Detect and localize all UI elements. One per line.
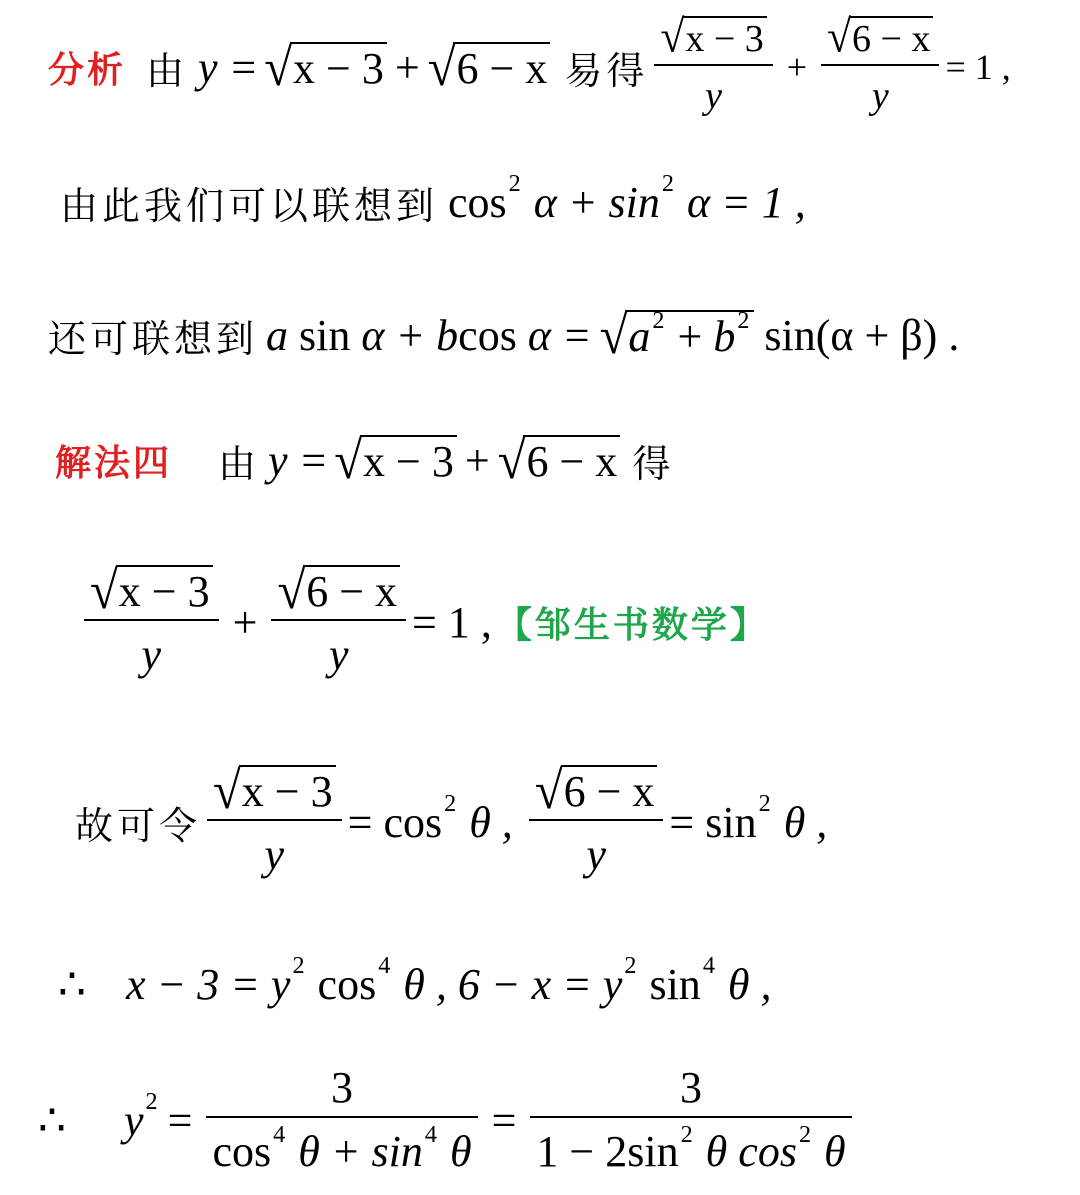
fraction-6: √ 6 − x y bbox=[529, 765, 664, 880]
formula-cos-sin: $\cos^2 \alpha + \sin^2 \alpha = 1$ , bbox=[448, 170, 806, 227]
line-6 bbox=[75, 752, 827, 892]
plus-sign-4: + bbox=[232, 597, 258, 647]
text-you-2: 由 bbox=[218, 441, 261, 486]
equals-1: = bbox=[167, 1095, 193, 1145]
sqrt-x-3-b: √ x − 3 bbox=[334, 435, 457, 486]
text-you: 由 bbox=[146, 48, 189, 93]
formula-y-eq bbox=[198, 42, 258, 93]
fraction-2: √ 6 − x y bbox=[821, 16, 939, 118]
plus-sign: + bbox=[394, 42, 420, 92]
plus-sign-2: + bbox=[786, 47, 808, 87]
fraction-8: $\frac{3}{1 - 2\sin^2 \theta \cos^2 \theta}$ bbox=[530, 1064, 851, 1177]
line-5 bbox=[78, 552, 769, 692]
analysis-label: 分析 bbox=[48, 49, 127, 91]
equals-2: = bbox=[491, 1095, 517, 1145]
text-gukeling: 故可令 bbox=[75, 803, 202, 848]
fraction-4: √ 6 − x y bbox=[271, 565, 406, 680]
formula-line7: $x - 3 = y^2$ $\cos^4 \theta$ , $6 - x = y^2$ $\sin^4 \theta$ , bbox=[126, 952, 772, 1009]
formula-sin-alpha-beta: sin(α + β) . bbox=[764, 310, 960, 360]
eq-sin2: = $\sin^2 \theta$ , bbox=[669, 790, 828, 847]
eq-one-2: = 1 , bbox=[412, 597, 492, 647]
plus-sign-3: + bbox=[464, 435, 490, 485]
fraction-1: √ x − 3 y bbox=[654, 16, 772, 118]
text-hai: 还可联想到 bbox=[48, 316, 259, 361]
method4-label: 解法四 bbox=[55, 442, 173, 484]
brand-tag: 【邹生书数学】 bbox=[495, 604, 769, 646]
eq-one: = 1 , bbox=[945, 47, 1011, 87]
text-yide: 易得 bbox=[564, 48, 649, 93]
line-2 bbox=[60, 172, 806, 232]
sqrt-6-x: √ 6 − x bbox=[428, 42, 551, 93]
sqrt-6-x-b: √ 6 − x bbox=[498, 435, 621, 486]
therefore-symbol-2: ∴ bbox=[38, 1095, 66, 1145]
line-3 bbox=[48, 300, 959, 370]
y-squared: $y^2$ bbox=[124, 1088, 158, 1145]
sqrt-a2-b2: √ $a^2 + b^2$ bbox=[600, 310, 755, 361]
text-de: 得 bbox=[632, 441, 675, 486]
formula-asin: a sin α + bcos α = bbox=[266, 310, 592, 360]
line-8 bbox=[38, 1055, 858, 1185]
analysis-line bbox=[48, 11, 1011, 118]
method4-line bbox=[55, 428, 674, 492]
line-7 bbox=[58, 952, 772, 1016]
fraction-3: √ x − 3 y bbox=[84, 565, 219, 680]
fraction-7: $\frac{3}{\cos^4 \theta + \sin^4 \theta}$ bbox=[206, 1064, 477, 1177]
text-lianxiang: 由此我们可以联想到 bbox=[60, 183, 439, 228]
eq-cos2: = $\cos^2 \theta$ , bbox=[347, 790, 513, 847]
fraction-5: √ x − 3 y bbox=[207, 765, 342, 880]
therefore-symbol: ∴ bbox=[58, 959, 86, 1009]
sqrt-x-3: √ x − 3 bbox=[264, 42, 387, 93]
formula-y-eq-2: y = bbox=[268, 435, 329, 485]
y-eq: y = bbox=[198, 42, 259, 92]
